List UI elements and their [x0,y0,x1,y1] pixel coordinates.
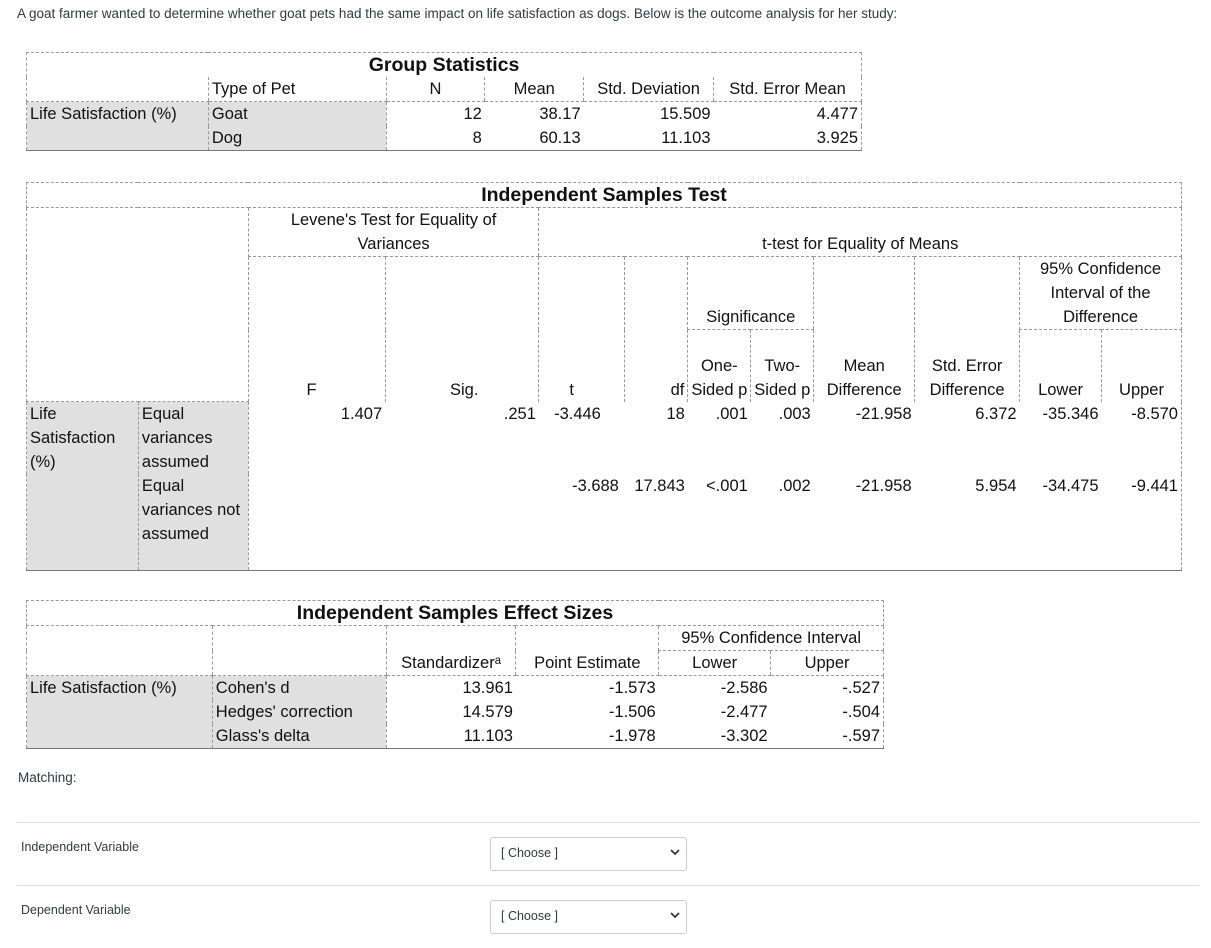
sem-dog: 3.925 [714,126,862,151]
col-std-deviation: Std. Deviation [584,77,714,102]
mean-dog: 60.13 [485,126,584,151]
table-row [27,102,862,127]
levene-header: Levene's Test for Equality of Variances [248,208,539,257]
table-row [27,402,1182,475]
effect-hedges: Hedges' correction [212,700,386,724]
one-sided-assumed: .001 [715,404,748,423]
col-point-estimate: Point Estimate [516,626,659,676]
col-one-sided-p: One-Sided p [688,330,751,402]
col-lower: Lower [1020,330,1102,402]
mean-goat: 38.17 [539,105,581,123]
col-f: F [248,257,385,402]
point-glass: -1.978 [516,724,659,749]
col-effect-lower: Lower [659,651,771,676]
upper-hedges: -.504 [771,700,884,724]
group-dog: Dog [208,126,386,151]
chevron-down-icon [670,846,680,860]
lower-assumed: -35.346 [1042,404,1099,423]
chevron-down-icon [670,909,680,923]
two-sided-not-assumed: .002 [751,474,814,571]
select-value: [ Choose ] [501,846,558,860]
col-std-error-difference: Std. Error Difference [915,257,1020,402]
se-diff-not-assumed: 5.954 [915,474,1020,571]
effect-sizes-title: Independent Samples Effect Sizes [27,601,884,626]
n-dog: 8 [386,126,485,151]
upper-cohens-d: -.527 [771,676,884,701]
table-row [27,676,884,701]
std-hedges: 14.579 [386,700,516,724]
upper-not-assumed: -9.441 [1102,474,1182,571]
row-label-life-satisfaction: Life Satisfaction (%) [27,102,209,127]
independent-samples-test-title: Independent Samples Test [27,183,1182,208]
col-n: N [386,77,485,102]
select-value: [ Choose ] [501,909,558,923]
col-two-sided-p: Two-Sided p [751,330,814,402]
sem-goat: 4.477 [714,102,862,127]
lower-hedges: -2.477 [720,703,768,721]
row-equal-variances-not-assumed: Equal variances not assumed [138,474,248,571]
effect-glass: Glass's delta [212,724,386,749]
lower-not-assumed: -34.475 [1020,474,1102,571]
f-value: 1.407 [248,402,385,475]
se-diff-assumed: 6.372 [975,404,1017,423]
t-assumed: -3.446 [554,404,601,423]
col-t: t [539,257,625,402]
col-type-of-pet: Type of Pet [208,77,386,102]
row-label-life-satisfaction: Life Satisfaction (%) [27,676,213,749]
t-not-assumed: -3.688 [539,474,625,571]
match-row-independent [17,822,1199,885]
table-row [27,474,1182,571]
lower-cohens-d: -2.586 [720,679,768,697]
df-assumed: 18 [666,404,685,423]
matching-label: Matching: [18,770,77,785]
table-row [27,126,862,151]
n-goat: 12 [386,102,485,127]
row-equal-variances-assumed: Equal variances assumed [138,402,248,475]
effect-ci-header: 95% Confidence Interval [659,626,884,651]
col-sig: Sig. [385,257,539,402]
match-row-dependent [17,885,1199,948]
independent-samples-test-table [26,182,1182,571]
df-not-assumed: 17.843 [625,474,688,571]
group-statistics-title: Group Statistics [27,53,862,78]
group-goat: Goat [208,102,386,127]
col-mean-difference: Mean Difference [814,257,915,402]
col-std-error-mean: Std. Error Mean [714,77,862,102]
upper-assumed: -8.570 [1102,402,1182,475]
question-intro: A goat farmer wanted to determine whether goat pets had the same impact on life satisfaction as dogs. Below is the outcome analysis for her study: [17,6,898,21]
ttest-header: t-test for Equality of Means [539,208,1182,257]
sd-dog: 11.103 [584,126,714,151]
lower-glass: -3.302 [659,724,771,749]
col-mean: Mean [485,77,584,102]
row-label-life-satisfaction: Life Satisfaction (%) [27,402,139,571]
one-sided-not-assumed: <.001 [688,474,751,571]
significance-header: Significance [688,257,814,330]
sig-value: .251 [503,404,536,423]
sd-goat: 15.509 [660,105,711,123]
effect-cohens-d: Cohen's d [212,676,386,701]
two-sided-assumed: .003 [778,404,811,423]
upper-glass: -.597 [771,724,884,749]
col-standardizer: Standardizerᵃ [386,626,516,676]
dependent-variable-label: Dependent Variable [21,903,131,917]
point-cohens-d: -1.573 [608,679,656,697]
col-upper: Upper [1102,330,1182,402]
point-hedges: -1.506 [608,703,656,721]
group-statistics-table [26,52,862,151]
dependent-variable-select[interactable] [490,900,687,934]
col-effect-upper: Upper [771,651,884,676]
effect-sizes-table [26,600,884,749]
mean-diff-not-assumed: -21.958 [814,474,915,571]
independent-variable-label: Independent Variable [21,840,139,854]
std-cohens-d: 13.961 [386,676,516,701]
ci-header: 95% Confidence Interval of the Difference [1020,257,1182,330]
mean-diff-assumed: -21.958 [855,404,912,423]
std-glass: 11.103 [386,724,516,749]
col-df: df [625,257,688,402]
independent-variable-select[interactable] [490,837,687,871]
